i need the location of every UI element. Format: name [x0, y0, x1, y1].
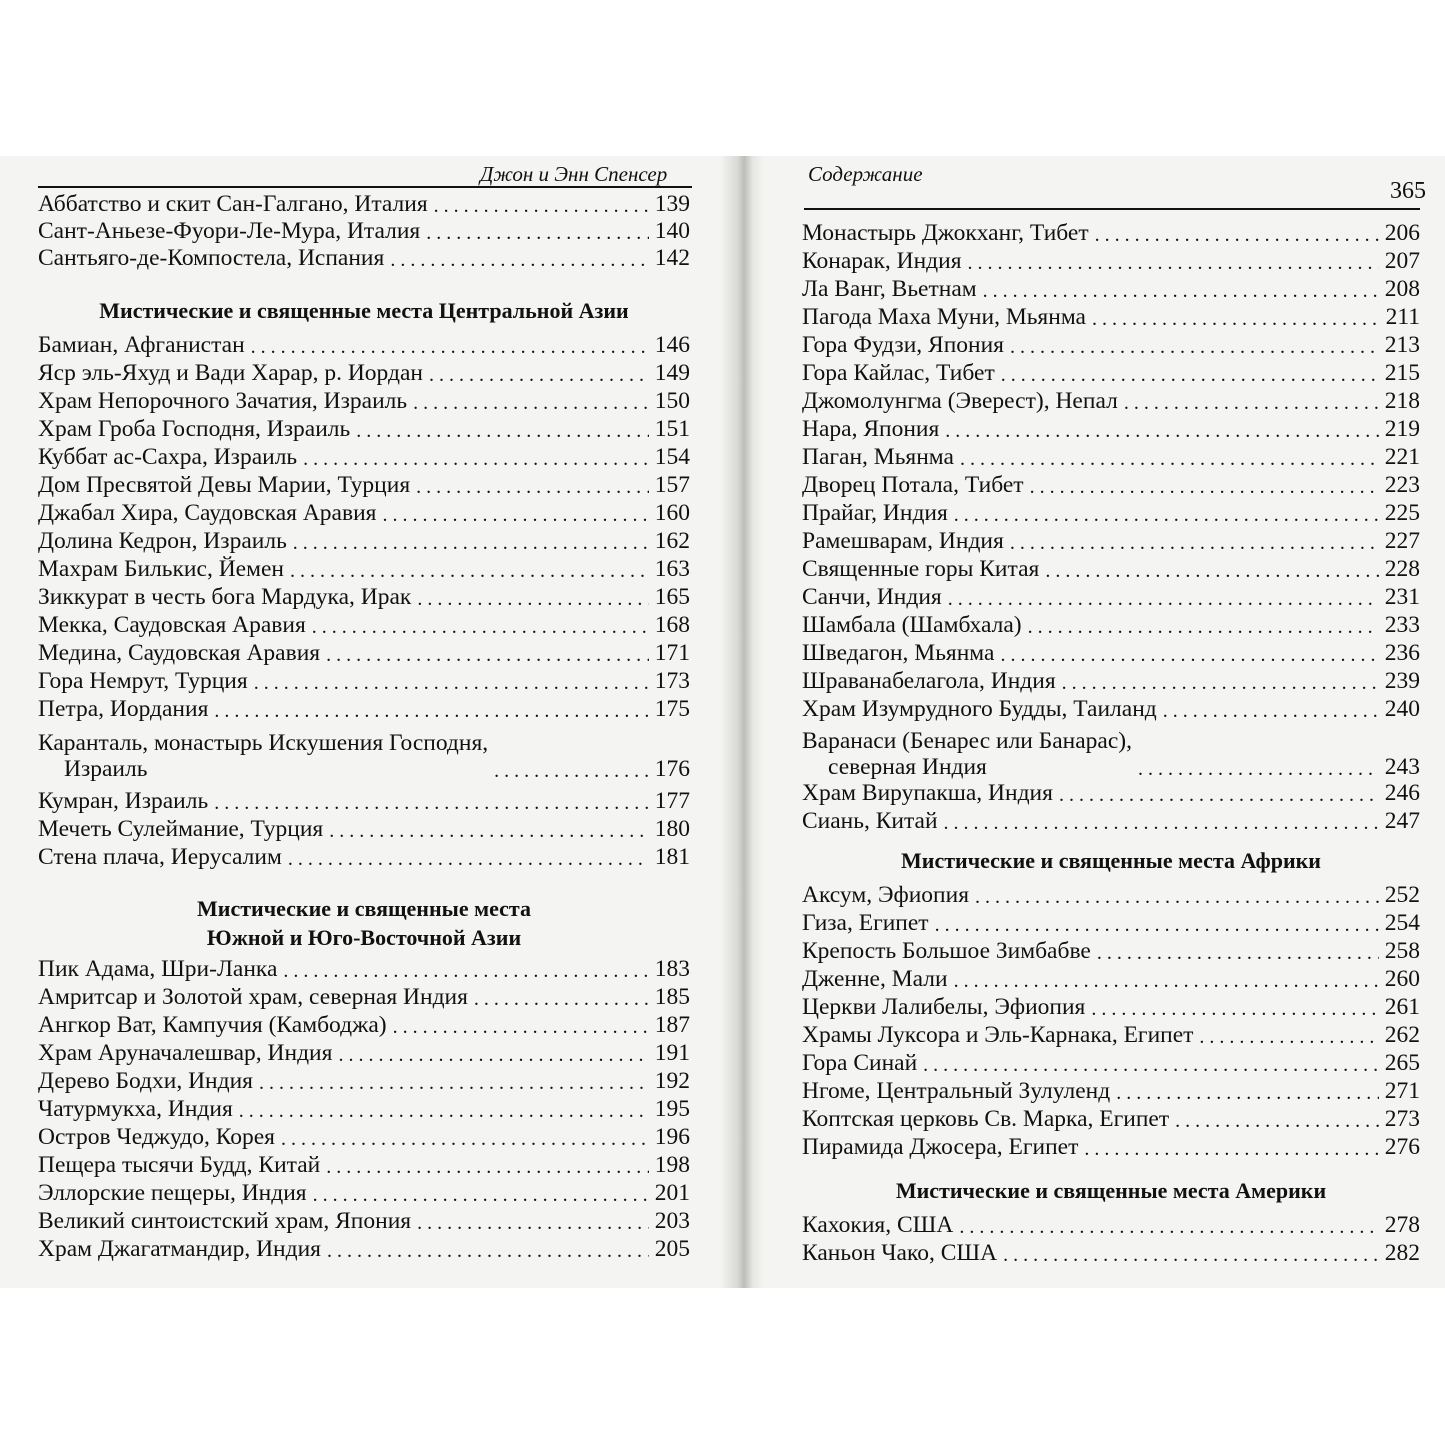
toc-entry: Гиза, Египет . . . 254	[802, 910, 1420, 936]
toc-entry: Пещера тысячи Будд, Китай . . . 198	[38, 1152, 690, 1178]
toc-entry: Великий синтоистский храм, Япония . . . 203	[38, 1208, 690, 1234]
header-rule	[38, 186, 692, 188]
toc-entry: Яср эль-Яхуд и Вади Харар, р. Иордан . . . 149	[38, 360, 690, 386]
toc-entry: Аббатство и скит Сан-Галгано, Италия . . . 139	[38, 191, 690, 217]
section-heading-america: Мистические и священные места Америки	[895, 1178, 1327, 1203]
toc-entry: Сантьяго-де-Компостела, Испания . . . 142	[38, 245, 690, 271]
page-number: 365	[1390, 178, 1426, 204]
toc-entry: Храм Аруначалешвар, Индия . . . 191	[38, 1040, 690, 1066]
toc-entry: Прайаг, Индия . . . 225	[802, 500, 1420, 526]
toc-entry: Санчи, Индия . . . 231	[802, 584, 1420, 610]
header-rule	[804, 208, 1420, 210]
toc-entry: Крепость Большое Зимбабве . . . 258	[802, 938, 1420, 964]
section-heading-south-asia: Мистические и священные места Южной и Юго-Восточной Азии	[197, 896, 531, 950]
toc-entry: Ла Ванг, Вьетнам . . . 208	[802, 276, 1420, 302]
toc-entry: Гора Синай . . . 265	[802, 1050, 1420, 1076]
toc-entry: Гора Кайлас, Тибет . . . 215	[802, 360, 1420, 386]
toc-entry: Гора Фудзи, Япония . . . 213	[802, 332, 1420, 358]
toc-entry: Нара, Япония . . . 219	[802, 416, 1420, 442]
toc-entry: Дженне, Мали . . . 260	[802, 966, 1420, 992]
toc-entry: Храм Вирупакша, Индия . . . 246	[802, 780, 1420, 806]
toc-entry: Бамиан, Афганистан . . . 146	[38, 332, 690, 358]
toc-entry: Нгоме, Центральный Зулуленд . . . 271	[802, 1078, 1420, 1104]
toc-entry: Каньон Чако, США . . . 282	[802, 1240, 1420, 1266]
toc-entry: Дворец Потала, Тибет . . . 223	[802, 472, 1420, 498]
toc-entry: Долина Кедрон, Израиль . . . 162	[38, 528, 690, 554]
toc-entry: Монастырь Джокханг, Тибет . . . 206	[802, 220, 1420, 246]
book-gutter	[720, 156, 764, 1288]
toc-entry: Кахокия, США . . . 278	[802, 1212, 1420, 1238]
toc-entry: Храм Гроба Господня, Израиль . . . 151	[38, 416, 690, 442]
toc-entry: Аксум, Эфиопия . . . 252	[802, 882, 1420, 908]
toc-entry: Гора Немрут, Турция . . . 173	[38, 668, 690, 694]
toc-entry: Дерево Бодхи, Индия . . . 192	[38, 1068, 690, 1094]
toc-entry: Стена плача, Иерусалим . . . 181	[38, 844, 690, 870]
toc-entry: Дом Пресвятой Девы Марии, Турция . . . 157	[38, 472, 690, 498]
right-page	[764, 156, 1445, 1288]
toc-entry: Конарак, Индия . . . 207	[802, 248, 1420, 274]
toc-entry: Кумран, Израиль . . . 177	[38, 788, 690, 814]
toc-entry: Медина, Саудовская Аравия . . . 171	[38, 640, 690, 666]
book-spread	[0, 156, 1445, 1288]
section-heading-africa: Мистические и священные места Африки	[901, 848, 1321, 873]
toc-entry: Шраванабелагола, Индия . . . 239	[802, 668, 1420, 694]
toc-entry: Пагода Маха Муни, Мьянма . . . 211	[802, 304, 1420, 330]
toc-entry-multiline: Каранталь, монастырь Искушения Господня, Израиль . . . 176	[38, 726, 690, 782]
toc-entry: Шведагон, Мьянма . . . 236	[802, 640, 1420, 666]
running-head-contents: Содержание	[808, 162, 923, 186]
toc-entry: Церкви Лалибелы, Эфиопия . . . 261	[802, 994, 1420, 1020]
toc-entry: Эллорские пещеры, Индия . . . 201	[38, 1180, 690, 1206]
section-heading-central-asia: Мистические и священные места Центральной Азии	[99, 298, 629, 323]
toc-entry: Паган, Мьянма . . . 221	[802, 444, 1420, 470]
toc-entry: Петра, Иордания . . . 175	[38, 696, 690, 722]
left-page	[0, 156, 720, 1288]
toc-entry: Храм Джагатмандир, Индия . . . 205	[38, 1236, 690, 1262]
toc-entry: Мечеть Сулеймание, Турция . . . 180	[38, 816, 690, 842]
toc-entry: Сант-Аньезе-Фуори-Ле-Мура, Италия . . . 140	[38, 218, 690, 244]
toc-entry: Джомолунгма (Эверест), Непал . . . 218	[802, 388, 1420, 414]
toc-entry: Остров Чеджудо, Корея . . . 196	[38, 1124, 690, 1150]
toc-entry: Мекка, Саудовская Аравия . . . 168	[38, 612, 690, 638]
toc-entry: Храмы Луксора и Эль-Карнака, Египет . . . 262	[802, 1022, 1420, 1048]
toc-entry: Шамбала (Шамбхала) . . . 233	[802, 612, 1420, 638]
toc-entry: Священные горы Китая . . . 228	[802, 556, 1420, 582]
toc-entry: Храм Изумрудного Будды, Таиланд . . . 240	[802, 696, 1420, 722]
toc-entry: Чатурмукха, Индия . . . 195	[38, 1096, 690, 1122]
toc-entry: Джабал Хира, Саудовская Аравия . . . 160	[38, 500, 690, 526]
toc-entry: Рамешварам, Индия . . . 227	[802, 528, 1420, 554]
toc-entry: Храм Непорочного Зачатия, Израиль . . . 150	[38, 388, 690, 414]
toc-entry: Амритсар и Золотой храм, северная Индия . . . 185	[38, 984, 690, 1010]
toc-entry: Коптская церковь Св. Марка, Египет . . . 273	[802, 1106, 1420, 1132]
toc-entry: Куббат ас-Сахра, Израиль . . . 154	[38, 444, 690, 470]
toc-entry: Сиань, Китай . . . 247	[802, 808, 1420, 834]
toc-entry: Пик Адама, Шри-Ланка . . . 183	[38, 956, 690, 982]
toc-entry-multiline: Варанаси (Бенарес или Банарас), северная Индия . . . 243	[802, 724, 1420, 780]
toc-entry: Махрам Билькис, Йемен . . . 163	[38, 556, 690, 582]
toc-entry: Пирамида Джосера, Египет . . . 276	[802, 1134, 1420, 1160]
running-head-authors: Джон и Энн Спенсер	[480, 162, 668, 186]
toc-entry: Зиккурат в честь бога Мардука, Ирак . . . 165	[38, 584, 690, 610]
toc-entry: Ангкор Ват, Кампучия (Камбоджа) . . . 187	[38, 1012, 690, 1038]
